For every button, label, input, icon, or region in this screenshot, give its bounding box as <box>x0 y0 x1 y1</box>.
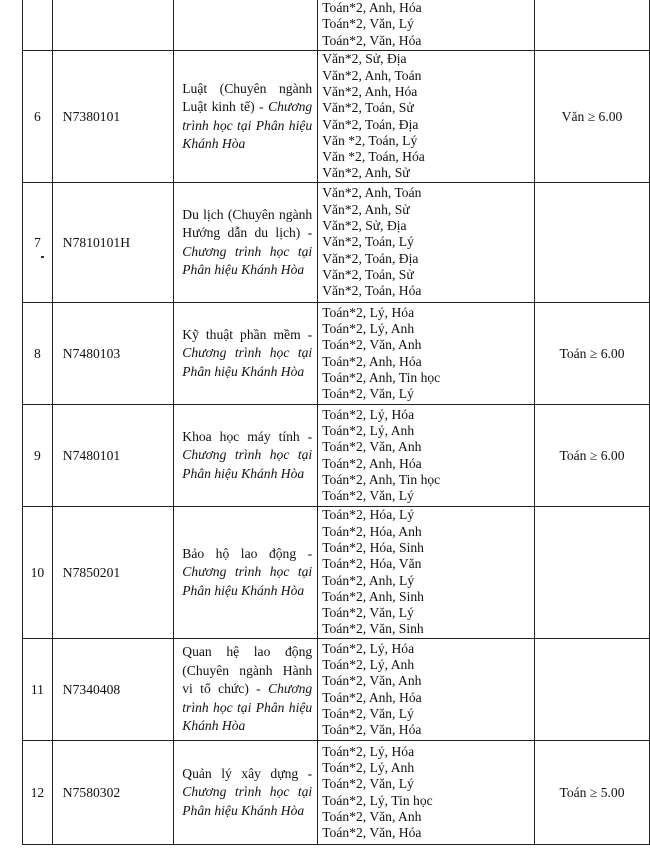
subject-combinations <box>318 183 535 303</box>
program-name-text: Kỹ thuật phần mềm - <box>182 326 313 342</box>
subject-combination: Văn*2, Sử, Địa <box>322 218 407 234</box>
subject-combinations <box>318 507 535 639</box>
subject-combination: Toán*2, Văn, Lý <box>322 776 414 792</box>
subject-combination: Văn*2, Toán, Sử <box>322 266 414 282</box>
row-number: 12 <box>23 741 53 845</box>
subject-combination: Toán*2, Lý, Hóa <box>322 640 415 656</box>
subject-combination: Văn*2, Anh, Sử <box>322 165 410 181</box>
program-name <box>174 741 318 845</box>
program-campus-note: Chương trình học tại Phân hiệu Khánh Hòa <box>182 99 313 151</box>
subject-combination: Văn*2, Anh, Toán <box>322 67 422 83</box>
table-row <box>23 51 650 183</box>
subject-combination: Toán*2, Văn, Lý <box>322 16 414 32</box>
program-campus-note: Chương trình học tại Phân hiệu Khánh Hòa <box>182 681 313 734</box>
program-name <box>174 0 318 51</box>
program-name <box>174 639 318 741</box>
program-code: N7380101 <box>52 51 173 183</box>
row-number: 9 <box>23 405 53 507</box>
program-name <box>174 303 318 405</box>
subject-combination: Văn*2, Anh, Sử <box>322 201 410 217</box>
subject-combination: Toán*2, Anh, Lý <box>322 572 415 588</box>
table-row <box>23 405 650 507</box>
table-row <box>23 183 650 303</box>
subject-combination: Toán*2, Lý, Tin học <box>322 792 433 808</box>
program-name <box>174 183 318 303</box>
subject-combination: Văn*2, Toán, Sử <box>322 100 414 116</box>
table-row <box>23 507 650 639</box>
subject-combination: Văn*2, Toán, Hóa <box>322 283 422 299</box>
program-name-text: Quản lý xây dựng - <box>182 765 313 781</box>
program-code: N7810101H <box>52 183 173 303</box>
program-campus-note: Chương trình học tại Phân hiệu Khánh Hòa <box>182 243 313 277</box>
program-code: N7480101 <box>52 405 173 507</box>
subject-combination: Toán*2, Văn, Hóa <box>322 32 422 48</box>
subject-combination: Toán*2, Anh, Hóa <box>322 455 422 471</box>
subject-combination: Toán*2, Văn, Hóa <box>322 722 422 738</box>
row-number: 8 <box>23 303 53 405</box>
subject-combination: Văn*2, Toán, Địa <box>322 116 419 132</box>
subject-combination: Văn*2, Anh, Toán <box>322 185 422 201</box>
table-row <box>23 639 650 741</box>
subject-combinations <box>318 303 535 405</box>
subject-combination: Toán*2, Văn, Lý <box>322 386 414 402</box>
score-condition: Toán ≥ 6.00 <box>535 303 650 405</box>
program-name-text: Luật (Chuyên ngành Luật kinh tế) - <box>182 80 313 114</box>
subject-combination: Toán*2, Văn, Anh <box>322 337 422 353</box>
score-condition <box>535 639 650 741</box>
subject-combination: Toán*2, Văn, Anh <box>322 808 422 824</box>
subject-combination: Toán*2, Hóa, Sinh <box>322 539 424 555</box>
subject-combinations <box>318 405 535 507</box>
subject-combination: Toán*2, Lý, Anh <box>322 320 415 336</box>
score-condition <box>535 0 650 51</box>
subject-combination: Toán*2, Lý, Hóa <box>322 743 415 759</box>
program-code: N7580302 <box>52 741 173 845</box>
table-row <box>23 741 650 845</box>
subject-combination: Toán*2, Anh, Tin học <box>322 471 441 487</box>
score-condition <box>535 507 650 639</box>
row-number: 10 <box>23 507 53 639</box>
subject-combination: Văn*2, Anh, Hóa <box>322 83 418 99</box>
program-campus-note: Chương trình học tại Phân hiệu Khánh Hòa <box>182 345 313 379</box>
subject-combination: Toán*2, Anh, Sinh <box>322 588 424 604</box>
program-campus-note: Chương trình học tại Phân hiệu Khánh Hòa <box>182 784 313 818</box>
subject-combination: Toán*2, Lý, Hóa <box>322 304 415 320</box>
subject-combination: Toán*2, Văn, Anh <box>322 673 422 689</box>
subject-combination: Toán*2, Văn, Lý <box>322 705 414 721</box>
row-number: 11 <box>23 639 53 741</box>
program-name <box>174 51 318 183</box>
subject-combination: Toán*2, Lý, Anh <box>322 759 415 775</box>
subject-combination: Toán*2, Anh, Tin học <box>322 369 441 385</box>
subject-combination: Toán*2, Văn, Lý <box>322 488 414 504</box>
subject-combination: Văn*2, Toán, Lý <box>322 234 414 250</box>
subject-combination: Toán*2, Hóa, Anh <box>322 523 422 539</box>
subject-combinations <box>318 0 535 51</box>
program-code: N7340408 <box>52 639 173 741</box>
program-code: N7480103 <box>52 303 173 405</box>
subject-combination: Toán*2, Văn, Hóa <box>322 825 422 841</box>
subject-combination: Toán*2, Hóa, Lý <box>322 507 415 523</box>
subject-combination: Văn*2, Toán, Địa <box>322 250 419 266</box>
subject-combinations <box>318 639 535 741</box>
subject-combination: Toán*2, Anh, Hóa <box>322 0 422 16</box>
subject-combination: Toán*2, Hóa, Văn <box>322 556 422 572</box>
row-number: 7 <box>23 183 53 303</box>
subject-combination: Văn *2, Toán, Hóa <box>322 149 425 165</box>
subject-combination: Toán*2, Anh, Hóa <box>322 689 422 705</box>
program-code: N7850201 <box>52 507 173 639</box>
program-name-text: Bảo hộ lao động - <box>182 545 313 561</box>
program-name <box>174 405 318 507</box>
table-body <box>23 0 650 845</box>
subject-combination: Toán*2, Lý, Hóa <box>322 406 415 422</box>
subject-combinations <box>318 741 535 845</box>
program-name-text: Du lịch (Chuyên ngành Hướng dẫn du lịch) - <box>182 206 313 240</box>
subject-combination: Toán*2, Văn, Sinh <box>322 621 424 637</box>
subject-combination: Toán*2, Văn, Anh <box>322 439 422 455</box>
row-number <box>23 0 53 51</box>
subject-combination: Văn*2, Sử, Địa <box>322 51 407 67</box>
program-campus-note: Chương trình học tại Phân hiệu Khánh Hòa <box>182 564 313 598</box>
table-row <box>23 0 650 51</box>
score-condition: Toán ≥ 5.00 <box>535 741 650 845</box>
scan-mark <box>41 256 44 258</box>
subject-combinations <box>318 51 535 183</box>
score-condition: Văn ≥ 6.00 <box>535 51 650 183</box>
program-code <box>52 0 173 51</box>
subject-combination: Toán*2, Anh, Hóa <box>322 353 422 369</box>
admission-table <box>22 0 650 845</box>
subject-combination: Toán*2, Lý, Anh <box>322 656 415 672</box>
program-name-text: Quan hệ lao động (Chuyên ngành Hành vi tổ chức) - <box>182 644 313 697</box>
program-name-text: Khoa học máy tính - <box>182 428 313 444</box>
score-condition <box>535 183 650 303</box>
subject-combination: Văn *2, Toán, Lý <box>322 132 418 148</box>
program-campus-note: Chương trình học tại Phân hiệu Khánh Hòa <box>182 447 313 481</box>
program-name <box>174 507 318 639</box>
score-condition: Toán ≥ 6.00 <box>535 405 650 507</box>
subject-combination: Toán*2, Văn, Lý <box>322 605 414 621</box>
subject-combination: Toán*2, Lý, Anh <box>322 422 415 438</box>
row-number: 6 <box>23 51 53 183</box>
table-row <box>23 303 650 405</box>
